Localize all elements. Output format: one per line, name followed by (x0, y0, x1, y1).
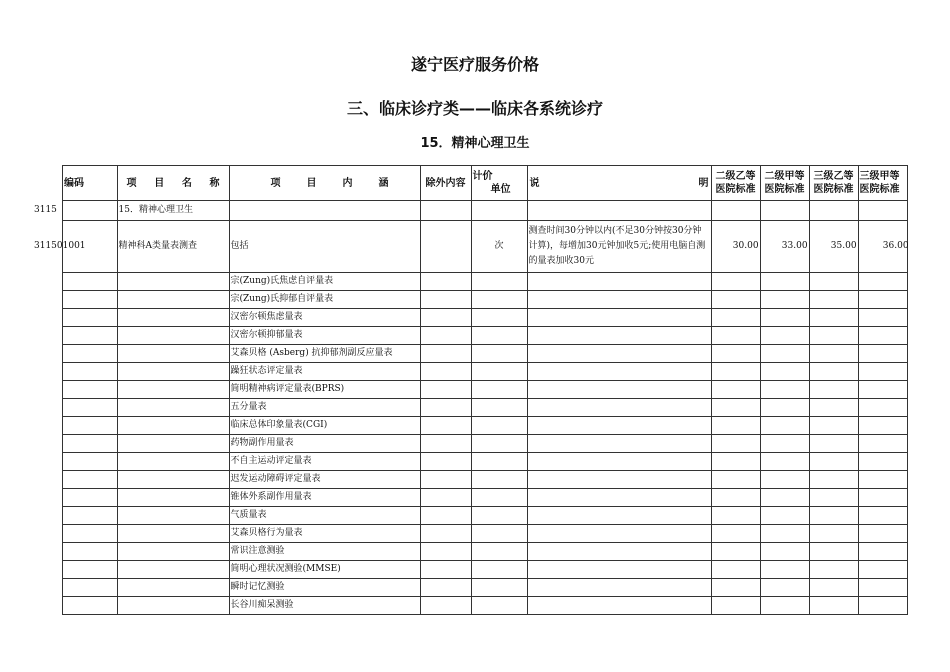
empty-cell (858, 291, 907, 309)
empty-cell (858, 345, 907, 363)
item-name: 精神科A类量表测查 (117, 221, 229, 273)
empty-cell (63, 399, 118, 417)
price-table (34, 165, 909, 615)
empty-cell (858, 435, 907, 453)
scale-row (63, 507, 908, 525)
empty-cell (858, 273, 907, 291)
empty-cell (711, 417, 760, 435)
empty-cell (117, 471, 229, 489)
empty-cell (760, 435, 809, 453)
empty-cell (527, 543, 711, 561)
empty-cell (420, 435, 471, 453)
empty-cell (858, 597, 907, 615)
empty-cell (527, 453, 711, 471)
header-row (63, 166, 908, 201)
empty-cell (471, 597, 527, 615)
empty-cell (527, 273, 711, 291)
scale-row (63, 417, 908, 435)
scale-row (63, 273, 908, 291)
scale-row (63, 525, 908, 543)
empty-cell (471, 309, 527, 327)
empty-cell (858, 453, 907, 471)
empty-cell (527, 345, 711, 363)
empty-cell (711, 309, 760, 327)
section-title: 三、临床诊疗类——临床各系统诊疗 (346, 99, 603, 118)
empty-cell (63, 363, 118, 381)
empty-cell (809, 543, 858, 561)
empty-cell (420, 543, 471, 561)
header-unit: 计价 单位 (471, 166, 527, 201)
scale-row (63, 453, 908, 471)
empty-cell (63, 381, 118, 399)
empty-cell (63, 435, 118, 453)
empty-cell (420, 381, 471, 399)
empty-cell (63, 291, 118, 309)
empty-cell (809, 417, 858, 435)
empty-cell (420, 309, 471, 327)
scale-row (63, 489, 908, 507)
empty-cell (471, 345, 527, 363)
scale-row (63, 345, 908, 363)
empty-cell (809, 561, 858, 579)
empty-cell (527, 507, 711, 525)
empty-cell (117, 327, 229, 345)
empty-cell (63, 327, 118, 345)
empty-cell (420, 345, 471, 363)
empty-cell (63, 597, 118, 615)
empty-cell (420, 561, 471, 579)
empty-cell (858, 507, 907, 525)
scale-name: 气质量表 (229, 507, 420, 525)
empty-cell (760, 507, 809, 525)
empty-cell (420, 597, 471, 615)
scale-row (63, 597, 908, 615)
empty-cell (527, 327, 711, 345)
empty-cell (858, 471, 907, 489)
empty-cell (809, 291, 858, 309)
empty-cell (809, 489, 858, 507)
empty-cell (471, 327, 527, 345)
scale-row (63, 291, 908, 309)
empty-cell (858, 363, 907, 381)
empty-cell (760, 327, 809, 345)
empty-cell (420, 471, 471, 489)
group-code: 3115 (63, 201, 118, 221)
empty-cell (471, 561, 527, 579)
empty-cell (809, 525, 858, 543)
scale-name: 锥体外系副作用量表 (229, 489, 420, 507)
empty-cell (420, 507, 471, 525)
empty-cell (63, 471, 118, 489)
empty-cell (117, 525, 229, 543)
item-note: 测查时间30分钟以内(不足30分钟按30分钟计算)，每增加30元钟加收5元;使用电脑自测的量表加收30元 (527, 221, 711, 273)
header-code: 编码 (63, 166, 118, 201)
empty-cell (63, 579, 118, 597)
empty-cell (527, 309, 711, 327)
scale-name: 简明精神病评定量表(BPRS) (229, 381, 420, 399)
item-code: 311501001 (63, 221, 118, 273)
empty-cell (63, 561, 118, 579)
empty-cell (420, 417, 471, 435)
empty-cell (809, 345, 858, 363)
scale-row (63, 543, 908, 561)
scale-name: 简明心理状况测验(MMSE) (229, 561, 420, 579)
empty-cell (760, 561, 809, 579)
empty-cell (63, 273, 118, 291)
empty-cell (809, 327, 858, 345)
empty-cell (711, 579, 760, 597)
empty-cell (711, 543, 760, 561)
group-row (63, 201, 908, 221)
empty-cell (711, 471, 760, 489)
empty-cell (63, 489, 118, 507)
empty-cell (527, 579, 711, 597)
empty-cell (711, 561, 760, 579)
empty-cell (117, 273, 229, 291)
empty-cell (527, 597, 711, 615)
empty-cell (471, 399, 527, 417)
empty-cell (117, 579, 229, 597)
scale-row (63, 309, 908, 327)
empty-cell (117, 507, 229, 525)
empty-cell (63, 507, 118, 525)
scale-name: 五分量表 (229, 399, 420, 417)
empty-cell (760, 345, 809, 363)
empty-cell (471, 417, 527, 435)
empty-cell (471, 489, 527, 507)
empty-cell (809, 435, 858, 453)
item-price-2a: 33.00 (760, 221, 809, 273)
item-price-2b: 30.00 (711, 221, 760, 273)
scale-name: 药物副作用量表 (229, 435, 420, 453)
empty-cell (711, 597, 760, 615)
empty-cell (760, 363, 809, 381)
scale-name: 宗(Zung)氏抑郁自评量表 (229, 291, 420, 309)
empty-cell (63, 345, 118, 363)
empty-cell (117, 597, 229, 615)
empty-cell (809, 597, 858, 615)
empty-cell (527, 435, 711, 453)
scale-name: 艾森贝格行为量表 (229, 525, 420, 543)
empty-cell (527, 525, 711, 543)
scale-name: 长谷川痴呆测验 (229, 597, 420, 615)
empty-cell (711, 363, 760, 381)
item-row (63, 221, 908, 273)
item-price-3b: 35.00 (809, 221, 858, 273)
empty-cell (809, 471, 858, 489)
empty-cell (809, 579, 858, 597)
empty-cell (711, 345, 760, 363)
scale-row (63, 579, 908, 597)
scale-name: 临床总体印象量表(CGI) (229, 417, 420, 435)
scale-row (63, 399, 908, 417)
item-unit: 次 (471, 221, 527, 273)
document-title: 遂宁医疗服务价格 (410, 55, 539, 74)
empty-cell (471, 579, 527, 597)
item-price-3a: 36.00 (858, 221, 907, 273)
empty-cell (760, 471, 809, 489)
empty-cell (760, 273, 809, 291)
empty-cell (809, 309, 858, 327)
empty-cell (711, 489, 760, 507)
subsection-title: 15．精神心理卫生 (420, 136, 530, 151)
empty-cell (858, 309, 907, 327)
empty-cell (471, 363, 527, 381)
header-name: 项 目 名 称 (117, 166, 229, 201)
empty-cell (711, 291, 760, 309)
empty-cell (117, 291, 229, 309)
header-price-2a: 二级甲等 医院标准 (760, 166, 809, 201)
empty-cell (471, 507, 527, 525)
empty-cell (63, 543, 118, 561)
empty-cell (711, 435, 760, 453)
empty-cell (117, 435, 229, 453)
scale-name: 迟发运动障碍评定量表 (229, 471, 420, 489)
item-content: 包括 (229, 221, 420, 273)
header-note: 说 明 (527, 166, 711, 201)
empty-cell (527, 381, 711, 399)
empty-cell (527, 417, 711, 435)
empty-cell (471, 453, 527, 471)
empty-cell (760, 543, 809, 561)
empty-cell (63, 453, 118, 471)
empty-cell (809, 507, 858, 525)
scale-name: 瞬时记忆测验 (229, 579, 420, 597)
empty-cell (711, 453, 760, 471)
empty-cell (471, 273, 527, 291)
empty-cell (117, 309, 229, 327)
header-price-3a: 三级甲等 医院标准 (858, 166, 907, 201)
empty-cell (471, 435, 527, 453)
empty-cell (760, 399, 809, 417)
scale-name: 常识注意测验 (229, 543, 420, 561)
empty-cell (117, 363, 229, 381)
scale-name: 不自主运动评定量表 (229, 453, 420, 471)
header-excluded: 除外内容 (420, 166, 471, 201)
empty-cell (760, 489, 809, 507)
empty-cell (420, 579, 471, 597)
empty-cell (117, 543, 229, 561)
scale-name: 汉密尔顿抑郁量表 (229, 327, 420, 345)
header-price-2b: 二级乙等 医院标准 (711, 166, 760, 201)
item-excluded (420, 221, 471, 273)
scale-row (63, 363, 908, 381)
scale-name: 宗(Zung)氏焦虑自评量表 (229, 273, 420, 291)
empty-cell (527, 561, 711, 579)
empty-cell (809, 273, 858, 291)
empty-cell (527, 363, 711, 381)
scale-name: 艾森贝格 (Asberg) 抗抑郁剂副反应量表 (229, 345, 420, 363)
empty-cell (858, 579, 907, 597)
empty-cell (117, 453, 229, 471)
empty-cell (527, 471, 711, 489)
empty-cell (471, 525, 527, 543)
empty-cell (809, 453, 858, 471)
empty-cell (858, 399, 907, 417)
empty-cell (858, 327, 907, 345)
empty-cell (760, 417, 809, 435)
group-name: 15．精神心理卫生 (117, 201, 229, 221)
empty-cell (711, 507, 760, 525)
scale-name: 汉密尔顿焦虑量表 (229, 309, 420, 327)
empty-cell (117, 417, 229, 435)
empty-cell (809, 381, 858, 399)
empty-cell (471, 381, 527, 399)
empty-cell (760, 597, 809, 615)
empty-cell (63, 417, 118, 435)
empty-cell (471, 543, 527, 561)
empty-cell (858, 417, 907, 435)
scale-row (63, 435, 908, 453)
scale-row (63, 561, 908, 579)
empty-cell (527, 399, 711, 417)
empty-cell (760, 579, 809, 597)
empty-cell (760, 453, 809, 471)
header-price-3b: 三级乙等 医院标准 (809, 166, 858, 201)
empty-cell (711, 327, 760, 345)
empty-cell (858, 525, 907, 543)
empty-cell (117, 489, 229, 507)
empty-cell (420, 273, 471, 291)
empty-cell (711, 525, 760, 543)
empty-cell (527, 291, 711, 309)
empty-cell (760, 381, 809, 399)
empty-cell (117, 561, 229, 579)
scale-row (63, 381, 908, 399)
empty-cell (63, 309, 118, 327)
empty-cell (63, 525, 118, 543)
empty-cell (420, 489, 471, 507)
empty-cell (760, 309, 809, 327)
empty-cell (117, 345, 229, 363)
empty-cell (809, 363, 858, 381)
empty-cell (117, 381, 229, 399)
empty-cell (711, 399, 760, 417)
empty-cell (711, 381, 760, 399)
empty-cell (420, 399, 471, 417)
empty-cell (760, 291, 809, 309)
scale-row (63, 327, 908, 345)
empty-cell (527, 489, 711, 507)
empty-cell (420, 363, 471, 381)
empty-cell (858, 381, 907, 399)
empty-cell (858, 543, 907, 561)
empty-cell (858, 489, 907, 507)
empty-cell (858, 561, 907, 579)
scale-row (63, 471, 908, 489)
empty-cell (117, 399, 229, 417)
empty-cell (420, 327, 471, 345)
empty-cell (711, 273, 760, 291)
empty-cell (420, 291, 471, 309)
empty-cell (420, 525, 471, 543)
empty-cell (471, 291, 527, 309)
empty-cell (809, 399, 858, 417)
scale-name: 躁狂状态评定量表 (229, 363, 420, 381)
empty-cell (471, 471, 527, 489)
empty-cell (760, 525, 809, 543)
header-content: 项 目 内 涵 (229, 166, 420, 201)
empty-cell (420, 453, 471, 471)
